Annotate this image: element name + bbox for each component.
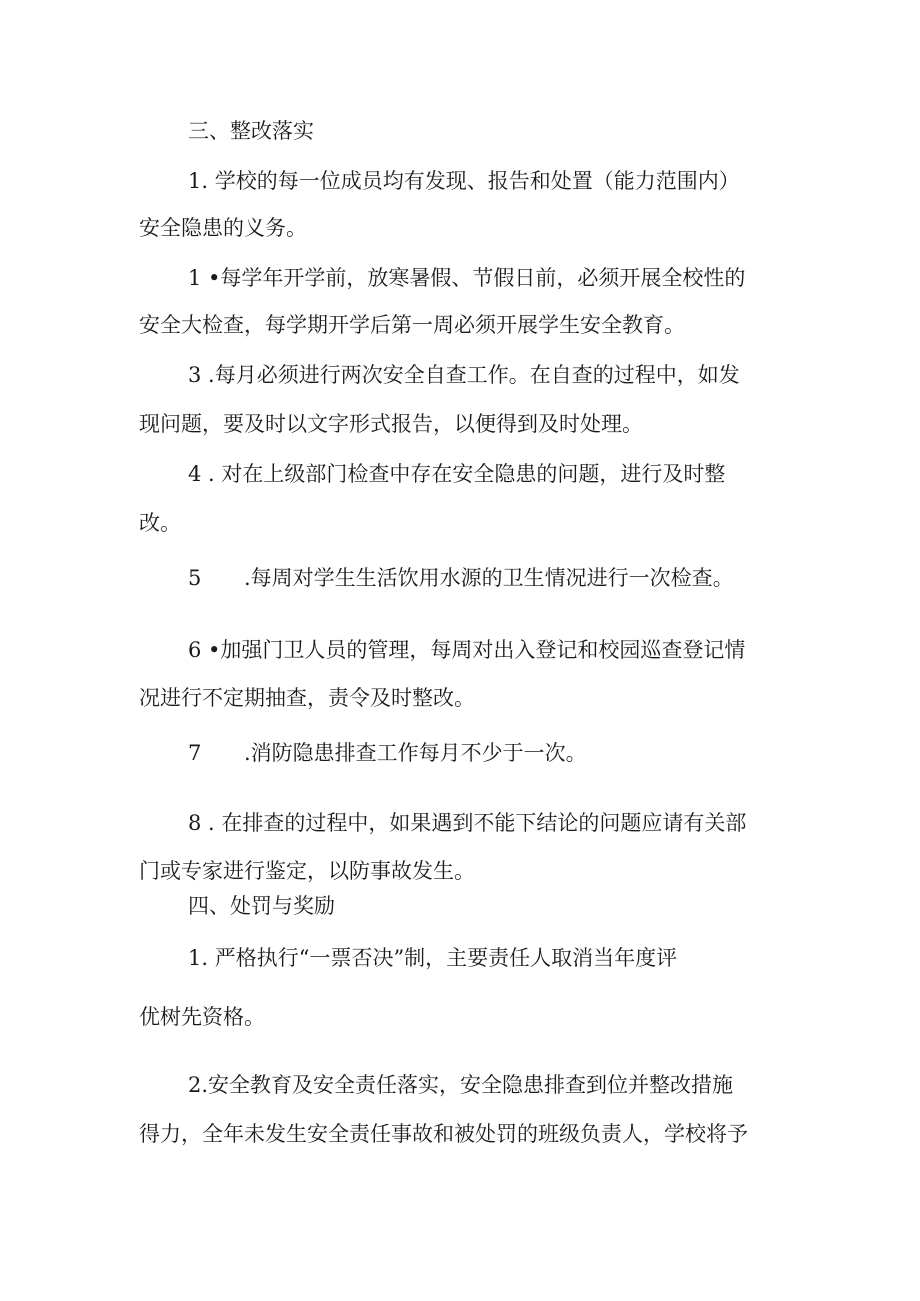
item-3-line-1: 3 .每月必须进行两次安全自查工作。在自查的过程中，如发 <box>188 363 740 387</box>
reward-2-line-2: 得力，全年未发生安全责任事故和被处罚的班级负责人，学校将予 <box>139 1122 748 1146</box>
item-7-number: 7 <box>188 741 202 765</box>
item-1-line-2: 安全隐患的义务。 <box>139 216 307 240</box>
penalty-1-line-2: 优树先资格。 <box>139 1005 265 1029</box>
item-5-text: .每周对学生生活饮用水源的卫生情况进行一次检查。 <box>244 566 734 590</box>
section-3-heading: 三、整改落实 <box>188 119 314 143</box>
item-8-line-2: 门或专家进行鉴定，以防事故发生。 <box>139 859 475 883</box>
penalty-1-line-1: 1. 严格执行“一票否决”制，主要责任人取消当年度评 <box>188 946 678 970</box>
item-5-number: 5 <box>188 566 202 590</box>
item-1-line-1: 1. 学校的每一位成员均有发现、报告和处置（能力范围内） <box>188 169 740 193</box>
section-4-heading: 四、处罚与奖励 <box>188 894 335 918</box>
item-7-text: .消防隐患排查工作每月不少于一次。 <box>244 741 587 765</box>
item-6-line-2: 况进行不定期抽查，责令及时整改。 <box>139 686 475 710</box>
item-4-line-2: 改。 <box>139 511 181 535</box>
item-8-line-1: 8 . 在排查的过程中，如果遇到不能下结论的问题应请有关部 <box>188 811 747 835</box>
item-2-line-2: 安全大检查，每学期开学后第一周必须开展学生安全教育。 <box>139 313 685 337</box>
item-3-line-2: 现问题，要及时以文字形式报告，以便得到及时处理。 <box>139 412 643 436</box>
item-4-line-1: 4 . 对在上级部门检查中存在安全隐患的问题，进行及时整 <box>188 462 726 486</box>
item-2-line-1: 1 •每学年开学前，放寒暑假、节假日前，必须开展全校性的 <box>188 266 746 290</box>
item-6-line-1: 6 •加强门卫人员的管理，每周对出入登记和校园巡查登记情 <box>188 638 746 662</box>
reward-2-line-1: 2.安全教育及安全责任落实，安全隐患排查到位并整改措施 <box>188 1073 734 1097</box>
